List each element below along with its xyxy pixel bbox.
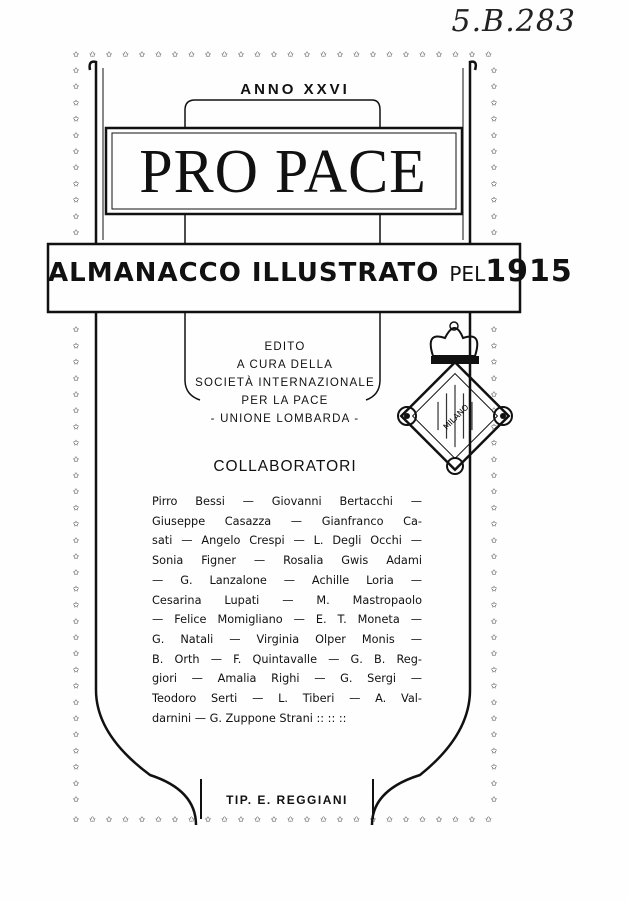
border-star-icon: ✩ [72,714,80,723]
border-star-icon: ✩ [490,649,498,659]
border-star-icon: ✩ [72,503,80,513]
border-star-icon: ✩ [490,325,498,335]
border-star-icon: ✩ [490,454,498,464]
year-line: ANNO XXVI [240,81,350,98]
border-star-icon: ✩ [72,179,80,189]
border-star-icon: ✩ [105,815,113,824]
border-star-icon: ✩ [237,815,245,824]
list-item: — Felice Momigliano — E. T. Moneta — [152,613,422,627]
border-star-icon: ✩ [490,390,498,399]
border-star-icon: ✩ [72,406,80,416]
border-star-icon: ✩ [72,665,80,675]
border-star-icon: ✩ [468,50,476,59]
border-star-icon: ✩ [490,228,498,237]
border-star-icon: ✩ [490,130,498,140]
subtitle-pel: PEL [449,262,486,286]
border-star-icon: ✩ [490,406,498,416]
border-star-icon: ✩ [419,815,426,824]
border-star-icon: ✩ [72,487,80,497]
border-star-icon: ✩ [490,795,498,804]
border-star-icon: ✩ [72,535,80,545]
border-star-icon: ✩ [72,471,80,480]
border-star-icon: ✩ [490,730,498,740]
border-star-icon: ✩ [490,519,498,529]
border-star-icon: ✩ [490,422,498,432]
border-star-icon: ✩ [490,584,498,594]
border-star-icon: ✩ [204,815,212,824]
border-star-icon: ✩ [490,211,498,221]
list-item: Pirro Bessi — Giovanni Bertacchi — [152,495,422,508]
border-star-icon: ✩ [72,795,80,804]
border-star-icon: ✩ [72,438,80,448]
border-star-icon: ✩ [336,50,344,59]
border-star-icon: ✩ [72,815,80,824]
border-star-icon: ✩ [72,568,80,578]
border-star-icon: ✩ [402,815,410,824]
border-star-icon: ✩ [270,815,278,824]
border-star-icon: ✩ [237,50,245,59]
list-item: Giuseppe Casazza — Gianfranco Ca- [152,514,422,528]
border-star-icon: ✩ [72,195,80,205]
border-star-icon: ✩ [72,325,80,335]
border-star-icon: ✩ [320,50,327,59]
border-star-icon: ✩ [369,50,377,59]
border-star-icon: ✩ [490,373,498,383]
list-item: darnini — G. Zuppone Strani :: :: :: [152,711,347,725]
border-star-icon: ✩ [72,422,80,432]
border-star-icon: ✩ [452,815,459,824]
border-star-icon: ✩ [336,815,344,824]
publisher-line: EDITO [264,341,306,353]
border-star-icon: ✩ [204,50,212,59]
border-star-icon: ✩ [490,778,498,788]
publisher-block [190,338,380,428]
list-item: B. Orth — F. Quintavalle — G. B. Reg- [152,652,422,666]
border-star-icon: ✩ [138,815,146,824]
border-star-icon: ✩ [72,730,80,740]
border-star-icon: ✩ [490,163,498,173]
border-star-icon: ✩ [485,50,492,59]
border-star-icon: ✩ [490,600,498,610]
border-star-icon: ✩ [221,815,228,824]
border-star-icon: ✩ [490,746,498,756]
border-star-icon: ✩ [171,50,179,59]
border-star-icon: ✩ [287,50,294,59]
border-star-icon: ✩ [89,815,96,824]
border-star-icon: ✩ [155,815,162,824]
border-star-icon: ✩ [72,390,80,399]
border-star-icon: ✩ [72,163,80,173]
list-item: Sonia Figner — Rosalia Gwis Adami [152,554,422,568]
border-star-icon: ✩ [490,82,498,92]
subtitle-year: 1915 [485,254,573,289]
border-star-icon: ✩ [72,82,80,92]
border-star-icon: ✩ [490,535,498,545]
border-star-icon: ✩ [490,114,498,124]
list-item: G. Natali — Virginia Olper Monis — [152,632,422,646]
border-star-icon: ✩ [490,714,498,723]
list-item: Teodoro Serti — L. Tiberi — A. Val- [152,692,422,706]
border-star-icon: ✩ [72,357,80,367]
border-star-icon: ✩ [490,633,498,642]
border-star-icon: ✩ [72,600,80,610]
printer-label: TIP. E. REGGIANI [200,779,374,819]
collaborators-heading: COLLABORATORI [213,458,357,475]
border-star-icon: ✩ [122,815,129,824]
border-star-icon: ✩ [490,195,498,205]
border-star-icon: ✩ [72,114,80,124]
border-star-icon: ✩ [490,681,498,691]
publisher-line: A CURA DELLA [236,359,334,371]
border-star-icon: ✩ [490,147,498,156]
border-star-icon: ✩ [188,50,195,59]
border-star-icon: ✩ [270,50,278,59]
border-star-icon: ✩ [122,50,129,59]
border-star-icon: ✩ [254,815,261,824]
collaborators-list [152,492,422,728]
list-item: Cesarina Lupati — M. Mastropaolo [152,593,422,607]
border-star-icon: ✩ [490,66,498,75]
border-star-icon: ✩ [485,815,492,824]
border-star-icon: ✩ [72,211,80,221]
border-star-icon: ✩ [72,552,80,561]
border-star-icon: ✩ [402,50,410,59]
publisher-line: SOCIETÀ INTERNAZIONALE [195,377,375,389]
border-star-icon: ✩ [72,373,80,383]
border-star-icon: ✩ [72,746,80,756]
border-star-icon: ✩ [105,50,113,59]
border-star-icon: ✩ [490,487,498,497]
border-star-icon: ✩ [155,50,162,59]
shelfmark-handwritten: 5.B.283 [451,4,576,39]
list-item: — G. Lanzalone — Achille Loria — [152,573,422,587]
border-star-icon: ✩ [490,665,498,675]
border-star-icon: ✩ [490,552,498,561]
border-star-icon: ✩ [490,616,498,626]
border-star-icon: ✩ [490,762,498,772]
border-star-icon: ✩ [468,815,476,824]
border-star-icon: ✩ [386,50,393,59]
border-star-icon: ✩ [254,50,261,59]
border-star-icon: ✩ [72,50,80,59]
border-star-icon: ✩ [188,815,195,824]
border-star-icon: ✩ [72,584,80,594]
border-star-icon: ✩ [435,50,443,59]
border-star-icon: ✩ [72,454,80,464]
publisher-line: - UNIONE LOMBARDA - [210,413,360,425]
border-star-icon: ✩ [72,147,80,156]
border-star-icon: ✩ [303,815,311,824]
border-star-icon: ✩ [435,815,443,824]
border-star-icon: ✩ [490,503,498,513]
page-title: PRO PACE [139,136,427,206]
border-star-icon: ✩ [89,50,96,59]
border-star-icon: ✩ [72,341,80,351]
border-star-icon: ✩ [72,228,80,237]
border-star-icon: ✩ [72,649,80,659]
border-star-icon: ✩ [287,815,294,824]
border-star-icon: ✩ [419,50,426,59]
border-star-icon: ✩ [490,341,498,351]
border-star-icon: ✩ [72,130,80,140]
border-star-icon: ✩ [171,815,179,824]
subtitle-main: ALMANACCO ILLUSTRATO [48,258,440,288]
border-star-icon: ✩ [72,519,80,529]
border-star-icon: ✩ [386,815,393,824]
border-star-icon: ✩ [490,438,498,448]
border-star-icon: ✩ [353,50,360,59]
publisher-line: PER LA PACE [241,395,329,407]
border-star-icon: ✩ [490,568,498,578]
border-star-icon: ✩ [72,98,80,108]
border-star-icon: ✩ [138,50,146,59]
border-star-icon: ✩ [320,815,327,824]
subtitle-banner [48,250,573,296]
border-star-icon: ✩ [72,762,80,772]
border-star-icon: ✩ [490,697,498,707]
border-star-icon: ✩ [72,697,80,707]
border-star-icon: ✩ [72,778,80,788]
list-item: sati — Angelo Crespi — L. Degli Occhi — [152,534,422,548]
border-star-icon: ✩ [303,50,311,59]
border-star-icon: ✩ [72,681,80,691]
border-star-icon: ✩ [490,179,498,189]
border-star-icon: ✩ [72,616,80,626]
border-star-icon: ✩ [490,357,498,367]
border-star-icon: ✩ [353,815,360,824]
border-star-icon: ✩ [369,815,377,824]
border-star-icon: ✩ [490,98,498,108]
border-star-icon: ✩ [72,633,80,642]
border-star-icon: ✩ [221,50,228,59]
stamp-ring-text: MILANO [441,402,471,432]
border-star-icon: ✩ [72,66,80,75]
list-item: giori — Amalia Righi — G. Sergi — [152,672,422,686]
border-star-icon: ✩ [490,471,498,480]
border-star-icon: ✩ [452,50,459,59]
library-crown-stamp-icon [395,316,525,476]
